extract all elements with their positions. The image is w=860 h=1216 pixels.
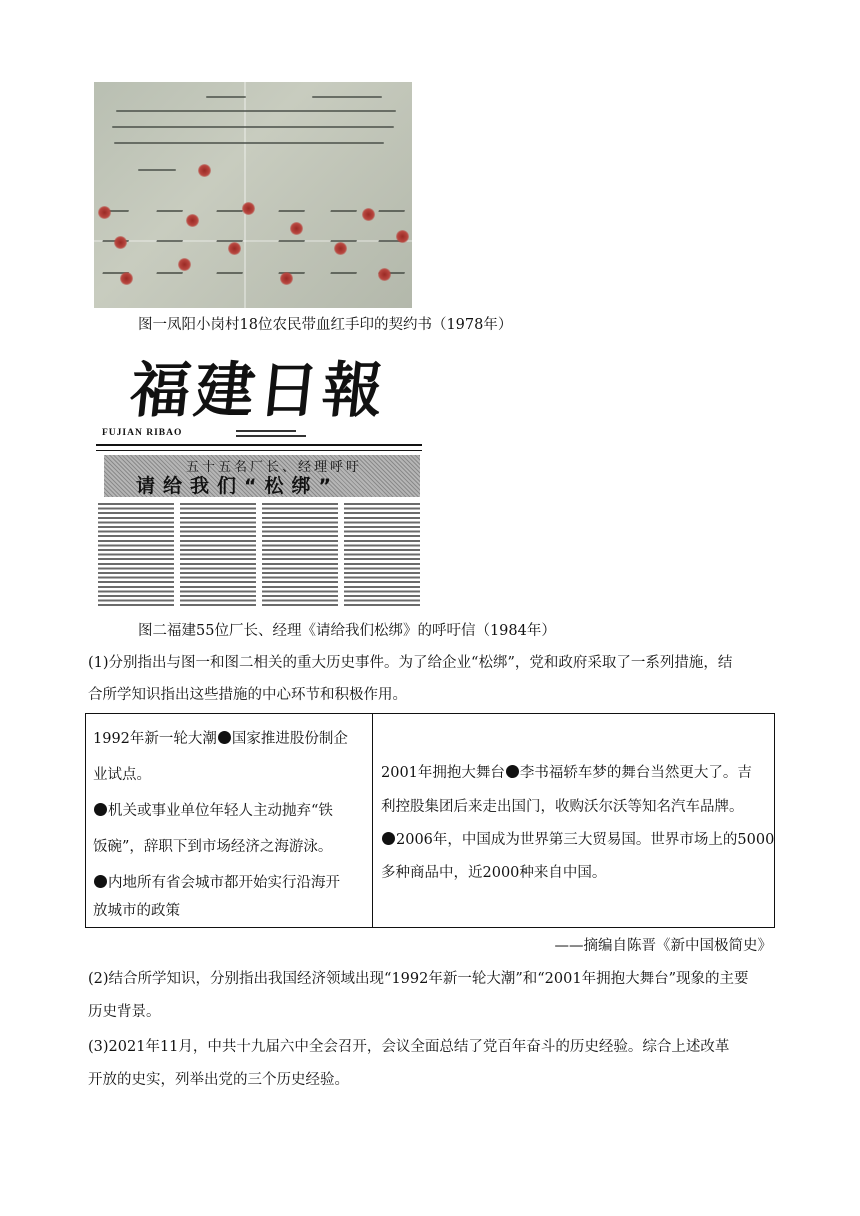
table-right-line <box>381 822 774 858</box>
question2-line: (2)结合所学知识，分别指出我国经济领域出现“1992年新一轮大潮”和“2001年拥抱大舞台”现象的主要 <box>88 971 749 987</box>
left-line-tail: 国家推进股份制企 <box>231 731 348 747</box>
red-handprint <box>280 272 293 285</box>
table-left-line <box>93 793 333 829</box>
newspaper-subhead: 五十五名厂长、经理呼吁 <box>186 460 363 475</box>
red-handprint <box>120 272 133 285</box>
signature <box>156 230 185 242</box>
table-left-line <box>93 721 348 757</box>
figure1-caption: 图一凤阳小岗村18位农民带血红手印的契约书（1978年） <box>138 317 513 333</box>
red-handprint <box>186 214 199 227</box>
left-line-text: 内地所有省会城市都开始实行沿海开 <box>108 875 340 891</box>
left-line-text: 1992年新一轮大潮 <box>93 731 217 747</box>
handwriting-line <box>116 110 396 112</box>
right-line-text: 2001年拥抱大舞台 <box>381 765 505 781</box>
newspaper-masthead: 福建日報 <box>126 356 391 426</box>
table-left-line: 业试点。 <box>93 767 151 783</box>
paper-fold <box>94 240 412 242</box>
handwriting-line <box>138 169 176 171</box>
question1-line: (1)分别指出与图一和图二相关的重大历史事件。为了给企业“松绑”，党和政府采取了一系列措施，结 <box>88 655 733 671</box>
article-column <box>180 503 256 607</box>
right-line-tail: 李书福轿车梦的舞台当然更大了。吉 <box>519 765 752 781</box>
article-column <box>344 503 420 607</box>
newspaper-pinyin: FUJIAN RIBAO <box>102 428 183 438</box>
red-handprint <box>290 222 303 235</box>
question1-line: 合所学知识指出这些措施的中心环节和积极作用。 <box>88 687 407 703</box>
handwriting-line <box>112 126 394 128</box>
paper-fold <box>244 82 246 308</box>
signature <box>330 262 359 274</box>
material-table <box>85 713 775 928</box>
masthead-rule <box>96 444 422 451</box>
signature <box>278 200 307 212</box>
table-left-line <box>93 865 340 901</box>
red-handprint <box>198 164 211 177</box>
article-column <box>98 503 174 607</box>
newspaper-dateline <box>236 428 306 437</box>
red-handprint <box>334 242 347 255</box>
table-divider <box>372 714 373 927</box>
right-line-text: 2006年，中国成为世界第三大贸易国。世界市场上的5000 <box>396 832 775 848</box>
source-citation: ——摘编自陈晋《新中国极简史》 <box>554 938 772 954</box>
signature <box>156 200 185 212</box>
red-handprint <box>362 208 375 221</box>
bullet-dot <box>94 875 107 888</box>
bullet-dot <box>94 803 107 816</box>
bullet-dot <box>506 765 519 778</box>
bullet-dot <box>218 731 231 744</box>
signature <box>378 200 407 212</box>
red-handprint <box>396 230 409 243</box>
left-line-text: 机关或事业单位年轻人主动抛弃“铁 <box>108 803 333 819</box>
handwriting-line <box>312 96 382 98</box>
question3-line: (3)2021年11月，中共十九届六中全会召开，会议全面总结了党百年奋斗的历史经验。综合上述改革 <box>88 1039 730 1055</box>
article-column <box>262 503 338 607</box>
signature <box>216 262 245 274</box>
red-handprint <box>114 236 127 249</box>
red-handprint <box>178 258 191 271</box>
question2-line: 历史背景。 <box>88 1004 161 1020</box>
handwriting-line <box>206 96 246 98</box>
table-right-line: 利控股集团后来走出国门，收购沃尔沃等知名汽车品牌。 <box>381 799 744 815</box>
figure2-caption: 图二福建55位厂长、经理《请给我们松绑》的呼吁信（1984年） <box>138 623 556 639</box>
red-handprint <box>228 242 241 255</box>
question3-line: 开放的史实，列举出党的三个历史经验。 <box>88 1072 349 1088</box>
red-handprint <box>242 202 255 215</box>
red-handprint <box>378 268 391 281</box>
table-left-line: 放城市的政策 <box>93 903 180 919</box>
table-left-line: 饭碗”，辞职下到市场经济之海游泳。 <box>93 839 333 855</box>
signature <box>330 230 359 242</box>
contract-photo <box>94 82 412 308</box>
table-right-line <box>381 755 752 791</box>
bullet-dot <box>382 832 395 845</box>
table-right-line: 多种商品中，近2000种来自中国。 <box>381 865 607 881</box>
newspaper-clipping <box>96 345 422 609</box>
red-handprint <box>98 206 111 219</box>
handwriting-line <box>114 142 384 144</box>
newspaper-headline: 请给我们“松绑” <box>136 475 339 497</box>
signature <box>216 230 245 242</box>
signature <box>330 200 359 212</box>
